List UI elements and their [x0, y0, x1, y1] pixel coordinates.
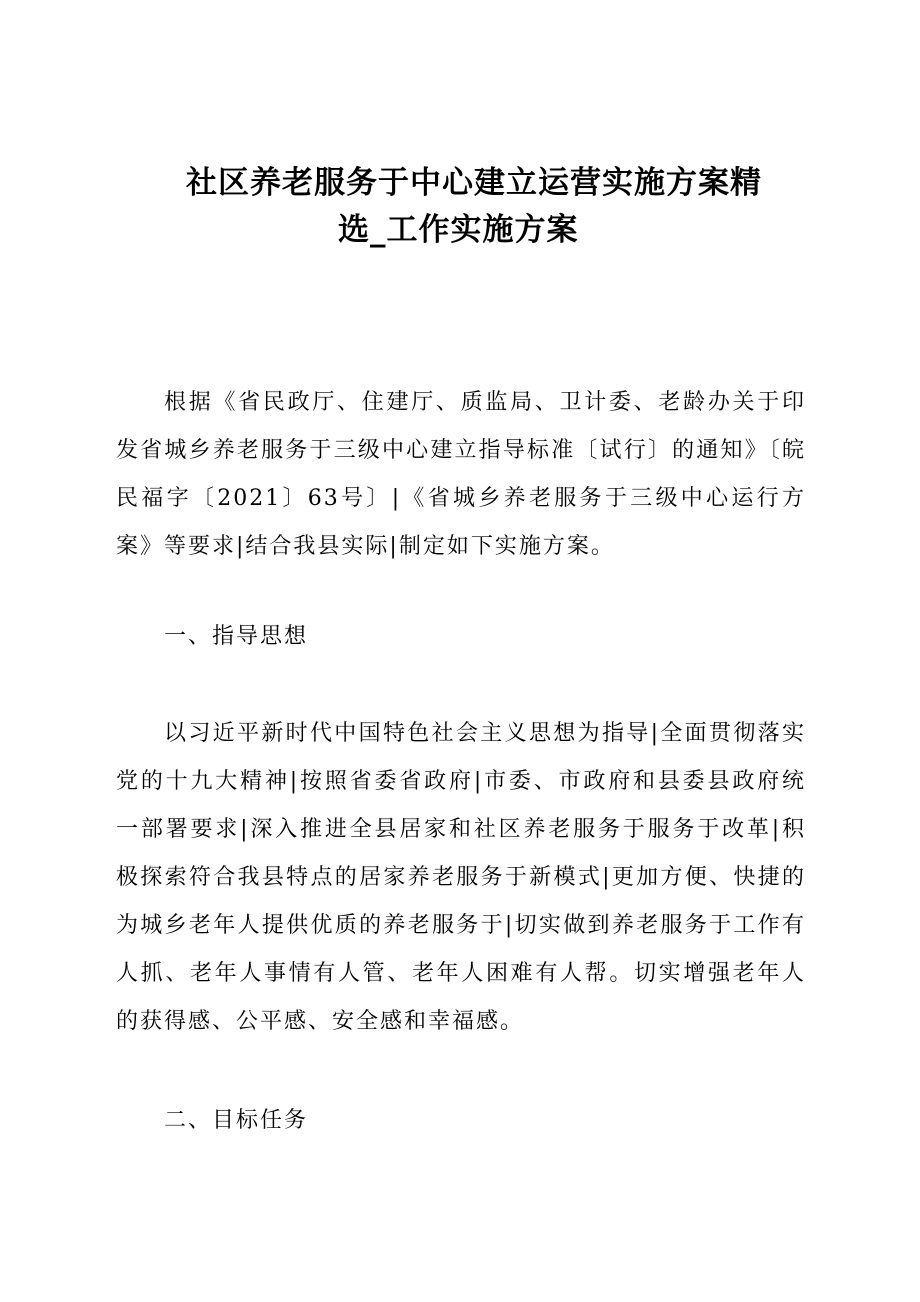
- intro-paragraph: 根据《省民政厅、住建厅、质监局、卫计委、老龄办关于印发省城乡养老服务于三级中心建立指导标准〔试行〕的通知》〔皖民福字〔2021〕63号〕|《省城乡养老服务于三级中心运行方案》等要求|结合我县实际|制定如下实施方案。: [116, 390, 806, 559]
- section-1-body: 以习近平新时代中国特色社会主义思想为指导|全面贯彻落实党的十九大精神|按照省委省政府|市委、市政府和县委县政府统一部署要求|深入推进全县居家和社区养老服务于服务于改革|积极探索符合我县特点的居家养老服务于新模式|更加方便、快捷的为城乡老年人提供优质的养老服务于|切实做到养老服务于工作有人抓、老年人事情有人管、老年人困难有人帮。切实增强老年人的获得感、公平感、安全感和幸福感。: [116, 721, 806, 1034]
- document-title: [186, 160, 826, 254]
- section-1-heading: 一、指导思想: [164, 624, 309, 649]
- title-line-2: 选_工作实施方案: [338, 212, 579, 248]
- title-line-1: 社区养老服务于中心建立运营实施方案精: [186, 165, 762, 201]
- section-2-heading: 二、目标任务: [164, 1108, 309, 1133]
